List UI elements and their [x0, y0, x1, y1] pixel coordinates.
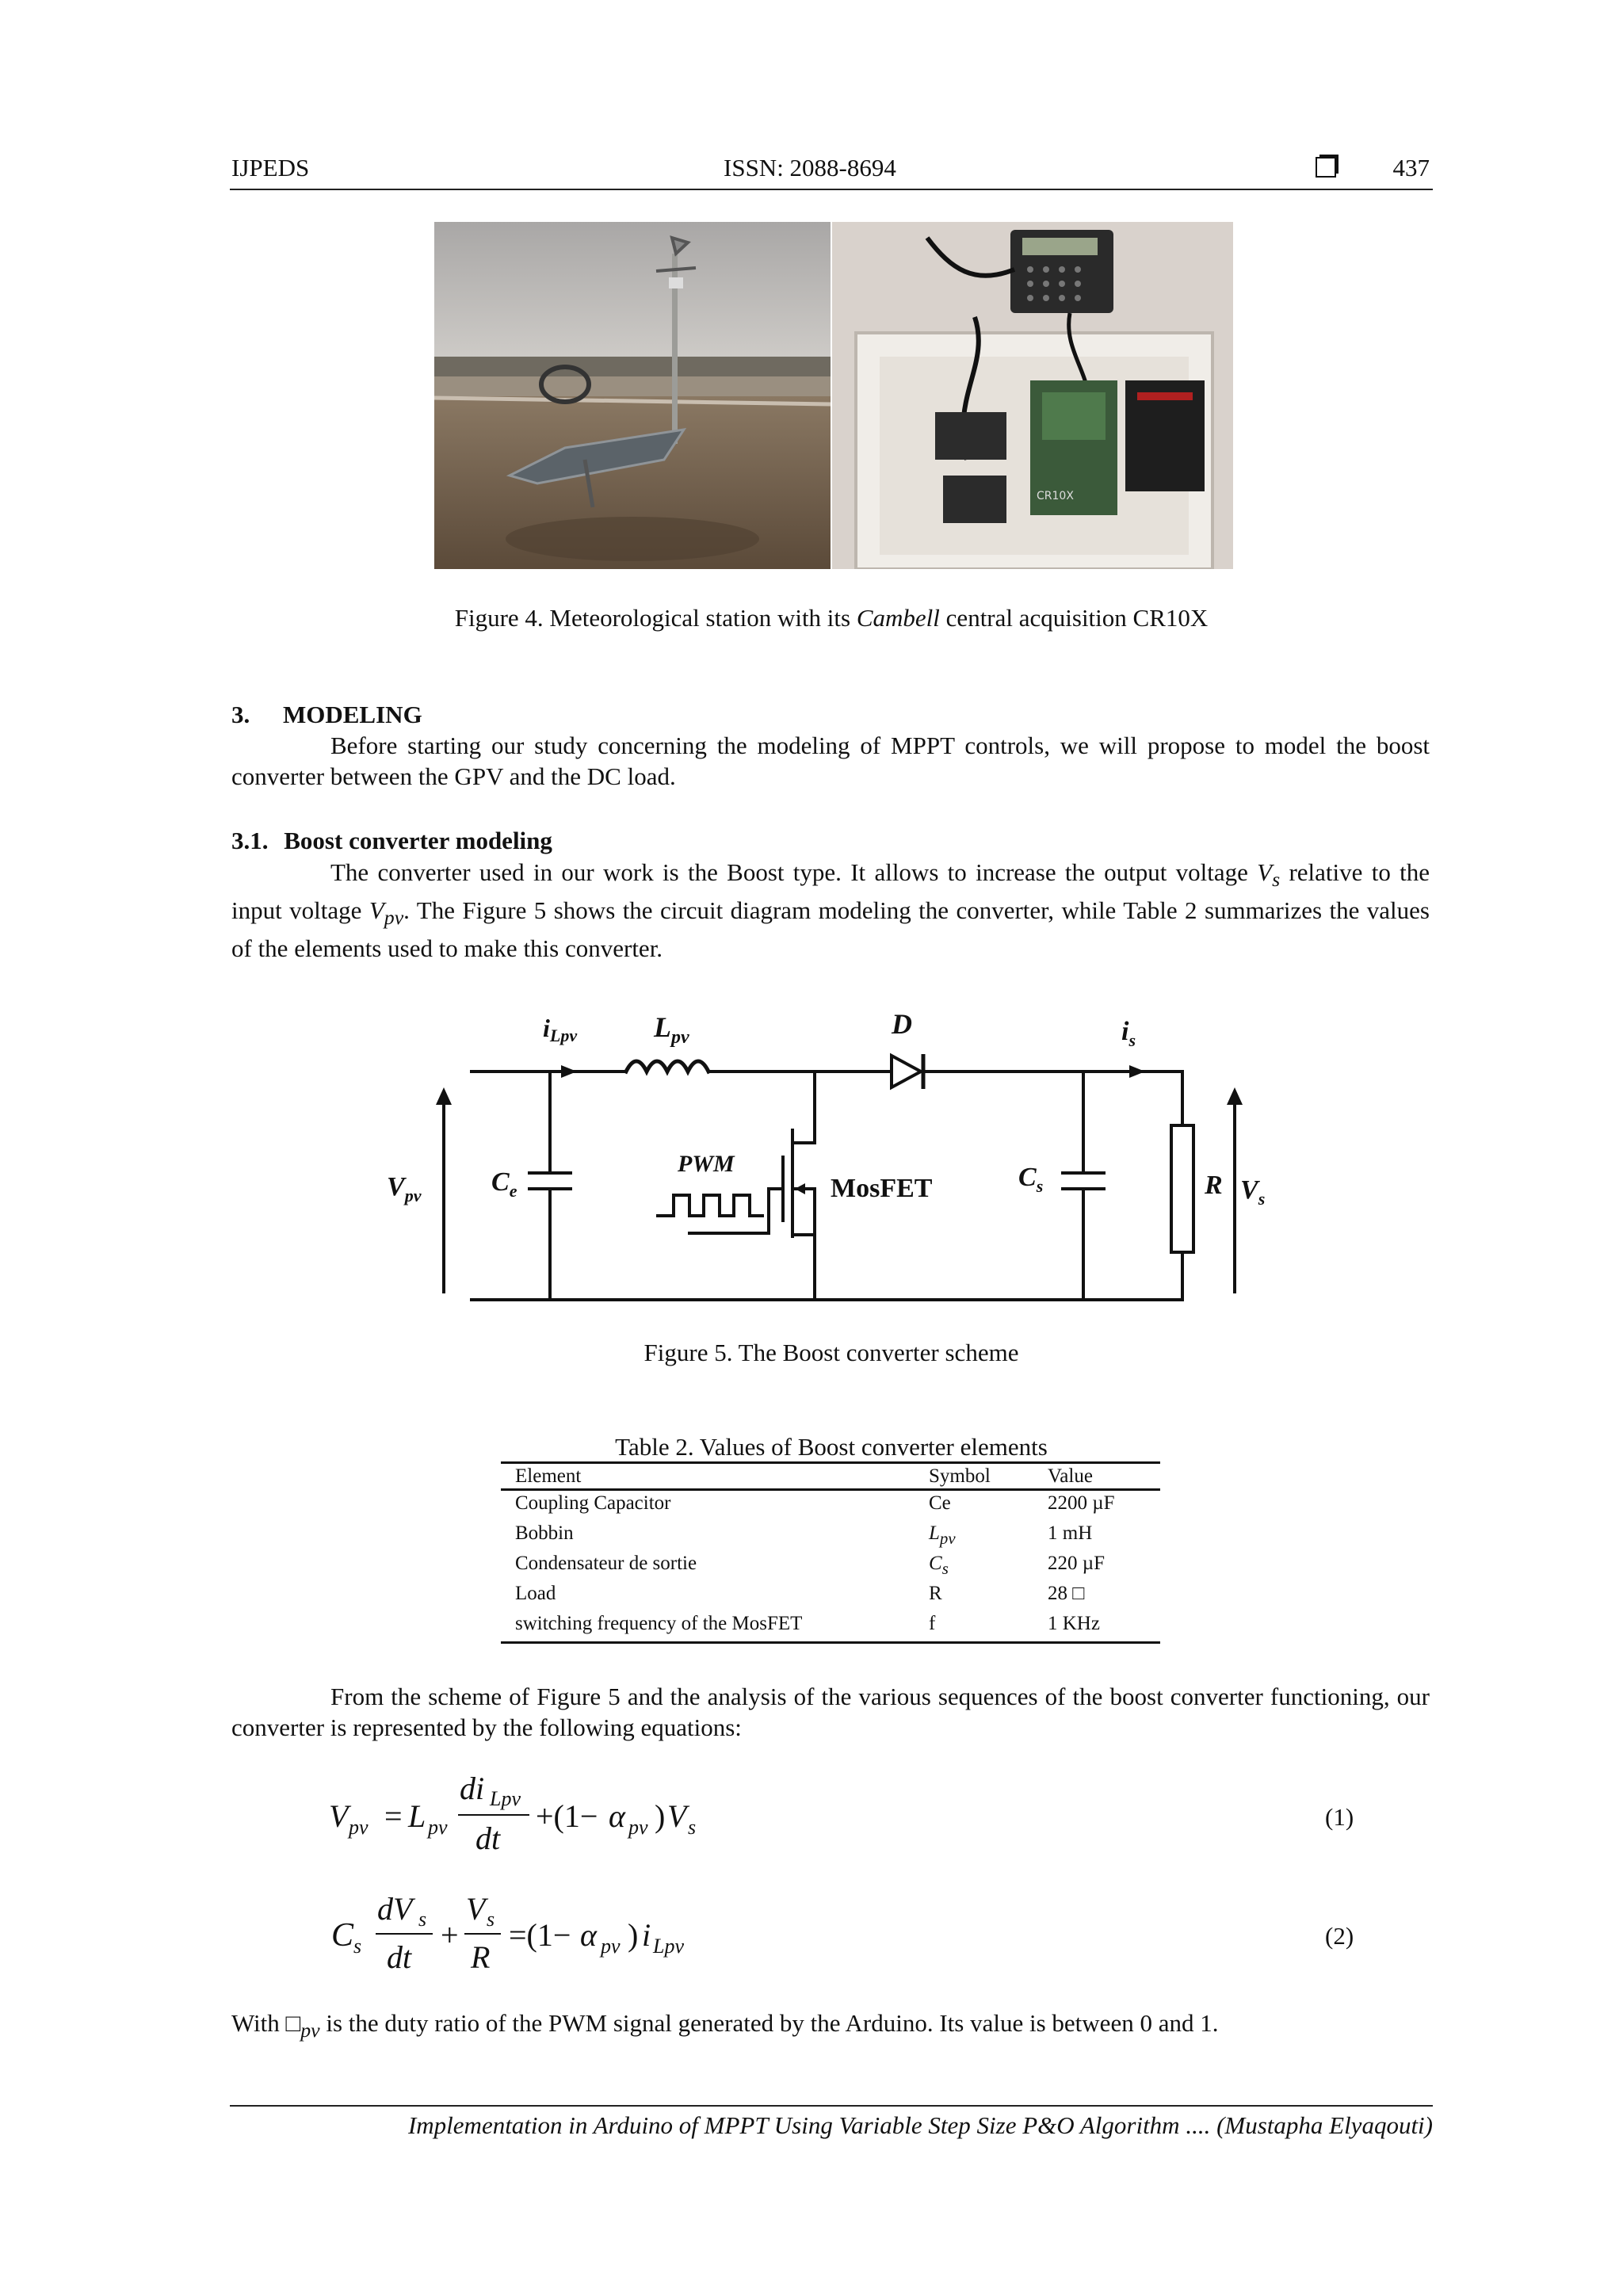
svg-text:Lpv: Lpv	[653, 1935, 684, 1958]
section-3-heading	[231, 701, 422, 729]
ce-label: $C_e$	[491, 1167, 517, 1201]
cs-label: $C_s$	[1018, 1163, 1044, 1196]
weather-station-photo	[434, 222, 831, 569]
section-3-1-number: 3.1.	[231, 827, 269, 854]
svg-text:): )	[628, 1917, 639, 1953]
analysis-paragraph: From the scheme of Figure 5 and the analysis of the various sequences of the boost converter functioning, our converter is represented by the following equations:	[231, 1683, 1430, 1741]
section-3-paragraph: Before starting our study concerning the modeling of MPPT controls, we will propose to model the boost converter between the GPV and the DC load.	[231, 732, 1430, 790]
svg-text:+(1−: +(1−	[536, 1798, 598, 1834]
svg-text:s: s	[418, 1908, 427, 1931]
table-header-cell: Value	[1033, 1463, 1160, 1490]
svg-text:): )	[655, 1798, 666, 1834]
table2	[501, 1461, 1160, 1644]
svg-text:pv: pv	[349, 1816, 369, 1839]
vs-label: $V_s$	[1240, 1175, 1266, 1209]
svg-text:s: s	[487, 1908, 495, 1931]
svg-text:α: α	[609, 1798, 625, 1834]
ilpv-label: iLpv	[543, 1014, 578, 1045]
svg-text:pv: pv	[628, 1816, 648, 1839]
duty-ratio-sentence: With $□_{pv}$ is the duty ratio of the PWM signal generated by the Arduino. Its value is between 0 and 1.	[231, 2009, 1219, 2042]
equation-1-number: (1)	[1325, 1803, 1354, 1831]
vpv-label: $V_{pv}$	[387, 1172, 422, 1205]
svg-text:i: i	[642, 1917, 651, 1953]
page-number: 437	[1392, 154, 1430, 181]
pwm-label: PWM	[678, 1151, 735, 1177]
datalogger-photo	[832, 222, 1233, 569]
svg-text:=(1−: =(1−	[509, 1917, 571, 1953]
table-header-cell: Element	[501, 1463, 915, 1490]
table-row: Condensateur de sortie $C_s$ 220 µF	[515, 1553, 1106, 1578]
svg-text:pv: pv	[428, 1816, 448, 1839]
svg-text:V: V	[466, 1891, 486, 1927]
svg-text:C: C	[331, 1917, 354, 1954]
datalogger-label: CR10X	[1037, 490, 1074, 502]
svg-text:pv: pv	[601, 1935, 621, 1958]
table-row: Bobbin $L_{pv}$ 1 mH	[515, 1522, 1093, 1548]
issn: ISSN: 2088-8694	[724, 154, 896, 181]
svg-text:dV: dV	[377, 1891, 413, 1927]
svg-text:dt: dt	[475, 1820, 501, 1855]
boost-converter-diagram	[372, 999, 1276, 1316]
section-3-number: 3.	[231, 701, 250, 728]
table-header-cell: Symbol	[915, 1463, 1033, 1490]
page-header	[230, 152, 1433, 190]
square-bullet-icon	[1316, 157, 1336, 178]
section-3-1-heading	[231, 827, 552, 855]
diode-label: D	[892, 1008, 912, 1040]
svg-text:V: V	[667, 1798, 687, 1834]
svg-text:L: L	[408, 1798, 426, 1834]
table-header-row	[501, 1463, 1160, 1490]
r-label: R	[1205, 1171, 1223, 1200]
equation-1	[325, 1767, 800, 1855]
svg-text:V: V	[329, 1798, 349, 1834]
svg-text:di: di	[460, 1771, 485, 1806]
lpv-label: $L_{pv}$	[654, 1011, 689, 1048]
table-row: Coupling Capacitor Ce 2200 µF	[515, 1492, 1115, 1514]
svg-text:=: =	[384, 1798, 403, 1834]
svg-text:α: α	[580, 1917, 597, 1953]
mosfet-label: MosFET	[831, 1174, 933, 1203]
svg-text:Lpv: Lpv	[490, 1787, 521, 1810]
is-label: $i_s$	[1121, 1017, 1136, 1050]
section-3-1-title: Boost converter modeling	[284, 827, 552, 854]
figure5-caption: Figure 5. The Boost converter scheme	[643, 1339, 1019, 1366]
svg-text:R: R	[471, 1939, 491, 1973]
table2-caption: Table 2. Values of Boost converter elements	[615, 1433, 1048, 1461]
table-row: Load R 28 □	[515, 1583, 1085, 1604]
equation-2	[325, 1886, 800, 1973]
section-3-1-paragraph: The converter used in our work is the Boost type. It allows to increase the output voltage $V_s$ relative to the input voltage $V_{pv}$. The Figure 5 shows the circuit diagram modeling the converter, while Table 2 summarizes the values of the elements used to make this converter.	[231, 858, 1430, 963]
page-footer: Implementation in Arduino of MPPT Using Variable Step Size P&O Algorithm .... (Mustapha Elyaqouti)	[230, 2105, 1433, 2140]
section-3-title: MODELING	[283, 701, 422, 728]
svg-text:s: s	[688, 1816, 697, 1839]
figure4-caption: Figure 4. Meteorological station with its Cambell central acquisition CR10X	[454, 604, 1209, 632]
svg-text:+: +	[441, 1917, 459, 1953]
svg-text:s: s	[353, 1935, 362, 1958]
table-row: switching frequency of the MosFET f 1 KHz	[501, 1611, 1160, 1643]
equation-2-number: (2)	[1325, 1922, 1354, 1950]
journal-name: IJPEDS	[231, 154, 310, 181]
svg-text:dt: dt	[387, 1939, 412, 1973]
